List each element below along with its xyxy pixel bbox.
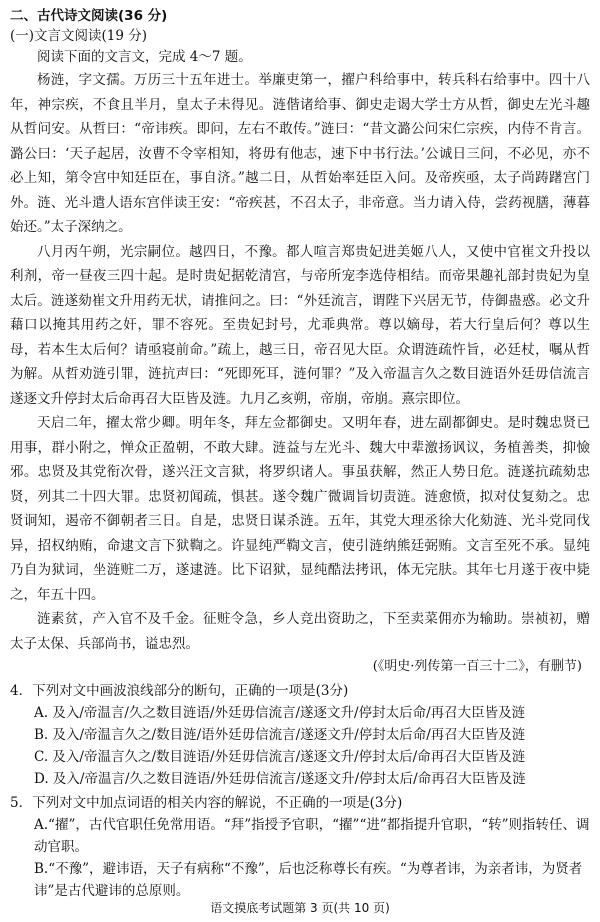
question-4-option-c: C. 及入/帝温言久之/数目涟语/外廷毋信流言/遂逐文升/停封太后/命再召大臣皆及涟 <box>34 749 526 765</box>
passage-paragraph-4: 涟素贫，产入官不及千金。征赃令急，乡人竞出资助之，下至卖菜佣亦为输助。崇祯初，赠太子太保、兵部尚书，谥忠烈。 <box>10 611 590 652</box>
question-5-option-b: B.“不豫”，避讳语，天子有病称“不豫”，后也泛称尊长有疾。“为尊者讳，为亲者讳，为贤者讳”是古代避讳的总原则。 <box>34 861 583 899</box>
page-footer: 语文摸底考试题第 3 页(共 10 页) <box>210 901 390 915</box>
question-4-option-d: D. 及入/帝温言/久之数目涟语/外廷毋信流言/遂逐文升/停封太后/命再召大臣皆及涟 <box>34 771 526 787</box>
question-4-stem: 4．下列对文中画波浪线部分的断句，正确的一项是(3分) <box>10 683 349 699</box>
section-title: 二、古代诗文阅读(36 分) <box>10 8 168 24</box>
question-4-option-a: A. 及入/帝温言/久之数目涟语/外廷毋信流言/遂逐文升/停封太后命/再召大臣皆及涟 <box>34 705 526 721</box>
passage-paragraph-3: 天启二年，擢太常少卿。明年冬，拜左佥都御史。又明年春，进左副都御史。是时魏忠贤已用事，群小附之，惮众正盈朝，不敢大肆。涟益与左光斗、魏大中辈激扬讽议，务植善类，抑憸邪。忠贤及其党衔次骨，遂兴汪文言狱，将罗织诸人。事虽获解，然正人势日危。涟遂抗疏劾忠贤，列其二十四大罪。忠贤初闻疏，惧甚。遂令魏广微调旨切责涟。涟愈愤，拟对仗复劾之。忠贤诇知，遏帝不御朝者三日。自是，忠贤日谋杀涟。五年，其党大理丞徐大化劾涟、光斗党同伐异，招权纳贿，命逮文言下狱鞫之。许显纯严鞫文言，使引涟纳熊廷弼贿。文言至死不承。显纯乃自为狱词，坐涟赃二万，遂逮涟。比下诏狱，显纯酷法拷讯，体无完肤。其年七月遂于夜中毙之，年五十四。 <box>10 415 590 603</box>
subsection-title: (一)文言文阅读(19 分) <box>10 28 148 44</box>
question-5-stem: 5．下列对文中加点词语的相关内容的解说，不正确的一项是(3分) <box>10 795 403 811</box>
instruction: 阅读下面的文言文，完成 4～7 题。 <box>37 49 252 65</box>
question-4-option-b: B. 及入/帝温言久之/数目涟/语外廷毋信流言/遂逐文升/停封太后命/再召大臣皆及涟 <box>34 727 526 743</box>
question-5-option-a: A.“擢”，古代官职任免常用语。“拜”指授予官职，“擢”“进”都指提升官职，“转”则指转任、调动官职。 <box>34 817 590 855</box>
passage-source: (《明史·列传第一百三十二》，有删节) <box>372 659 582 674</box>
passage-paragraph-1: 杨涟，字文孺。万历三十五年进士。举廉吏第一，擢户科给事中，转兵科右给事中。四十八年，神宗疾，不食且半月，皇太子未得见。涟偕诸给事、御史走谒大学士方从哲，御史左光斗趣从哲问安。从哲曰：“帝讳疾。即问，左右不敢传。”涟曰：“昔文潞公问宋仁宗疾，内侍不肯言。潞公曰：‘天子起居，汝曹不令宰相知，将毋有他志，速下中书行法。’公诚日三问，不必见，亦不必上知，第令宫中知廷臣在，事自济。”越二日，从哲始率廷臣入问。及帝疾亟，太子尚踌躇宫门外。涟、光斗遣人语东宫伴读王安：“帝疾甚，不召太子，非帝意。当力请入侍，尝药视膳，薄暮始还。”太子深纳之。 <box>10 72 590 235</box>
passage-paragraph-2: 八月丙午朔，光宗嗣位。越四日，不豫。都人喧言郑贵妃进美姬八人，又使中官崔文升投以利剂，帝一昼夜三四十起。是时贵妃据乾清宫，与帝所宠李选侍相结。而帝果趣礼部封贵妃为皇太后。涟遂劾崔文升用药无状，请推问之。曰：“外廷流言，谓陛下兴居无节，侍御蛊惑。必文升藉口以掩其用药之奸，罪不容死。至贵妃封号，尤乖典常。尊以嫡母，若大行皇后何？尊以生母，若本生太后何？请亟寝前命。”疏上，越三日，帝召见大臣。众谓涟疏忤旨，必廷杖，嘱从哲为解。从哲劝涟引罪，涟抗声曰：“死即死耳，涟何罪？”及入帝温言久之数目涟语外廷毋信流言遂逐文升停封太后命再召大臣皆及涟。九月乙亥朔，帝崩，帝崩。熹宗即位。 <box>10 243 590 407</box>
